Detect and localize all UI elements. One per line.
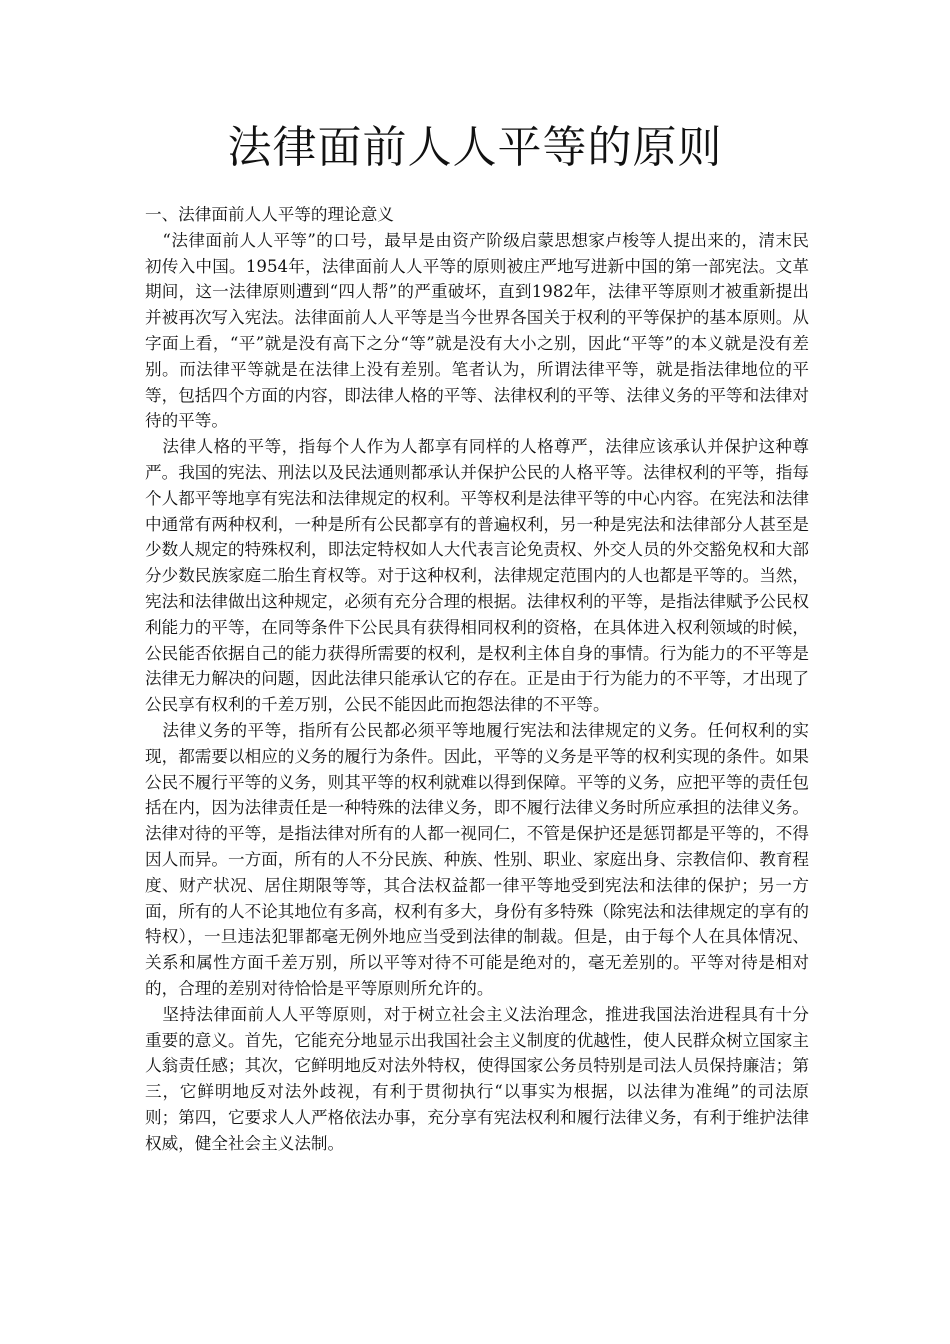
document-body [145,202,809,1156]
document-title: 法律面前人人平等的原则 [227,122,723,173]
paragraph: 法律义务的平等，指所有公民都必须平等地履行宪法和法律规定的义务。任何权利的实现，都需要以相应的义务的履行为条件。因此，平等的义务是平等的权利实现的条件。如果公民不履行平等的义务，则其平等的权利就难以得到保障。平等的义务，应把平等的责任包括在内，因为法律责任是一种特殊的法律义务，即不履行法律义务时所应承担的法律义务。法律对待的平等，是指法律对所有的人都一视同仁，不管是保护还是惩罚都是平等的，不得因人而异。一方面，所有的人不分民族、种族、性别、职业、家庭出身、宗教信仰、教育程度、财产状况、居住期限等等，其合法权益都一律平等地受到宪法和法律的保护；另一方面，所有的人不论其地位有多高，权利有多大，身份有多特殊（除宪法和法律规定的享有的特权），一旦违法犯罪都毫无例外地应当受到法律的制裁。但是，由于每个人在具体情况、关系和属性方面千差万别，所以平等对待不可能是绝对的，毫无差别的。平等对待是相对的，合理的差别对待恰恰是平等原则所允许的。 [145,720,809,998]
section-heading: 一、法律面前人人平等的理论意义 [145,205,394,224]
paragraph: 法律人格的平等，指每个人作为人都享有同样的人格尊严，法律应该承认并保护这种尊严。我国的宪法、刑法以及民法通则都承认并保护公民的人格平等。法律权利的平等，指每个人都平等地享有宪法和法律规定的权利。平等权利是法律平等的中心内容。在宪法和法律中通常有两种权利，一种是所有公民都享有的普遍权利，另一种是宪法和法律部分人甚至是少数人规定的特殊权利，即法定特权如人大代表言论免责权、外交人员的外交豁免权和大部分少数民族家庭二胎生育权等。对于这种权利，法律规定范围内的人也都是平等的。当然，宪法和法律做出这种规定，必须有充分合理的根据。法律权利的平等，是指法律赋予公民权利能力的平等，在同等条件下公民具有获得相同权利的资格，在具体进入权利领域的时候，公民能否依据自己的能力获得所需要的权利，是权利主体自身的事情。行为能力的不平等是法律无力解决的问题，因此法律只能承认它的存在。正是由于行为能力的不平等，才出现了公民享有权利的千差万别，公民不能因此而抱怨法律的不平等。 [145,437,809,715]
paragraph: 坚持法律面前人人平等原则，对于树立社会主义法治理念，推进我国法治进程具有十分重要的意义。首先，它能充分地显示出我国社会主义制度的优越性，使人民群众树立国家主人翁责任感；其次，它鲜明地反对法外特权，使得国家公务员特别是司法人员保持廉洁；第三，它鲜明地反对法外歧视，有利于贯彻执行“以事实为根据，以法律为准绳”的司法原则；第四，它要求人人严格依法办事，充分享有宪法权利和履行法律义务，有利于维护法律权威，健全社会主义法制。 [145,1004,809,1153]
paragraph: “法律面前人人平等”的口号，最早是由资产阶级启蒙思想家卢梭等人提出来的，清末民初传入中国。1954年，法律面前人人平等的原则被庄严地写进新中国的第一部宪法。文革期间，这一法律原则遭到“四人帮”的严重破坏，直到1982年，法律平等原则才被重新提出并被再次写入宪法。法律面前人人平等是当今世界各国关于权利的平等保护的基本原则。从字面上看，“平”就是没有高下之分“等”就是没有大小之别，因此“平等”的本义就是没有差别。而法律平等就是在法律上没有差别。笔者认为，所谓法律平等，就是指法律地位的平等，包括四个方面的内容，即法律人格的平等、法律权利的平等、法律义务的平等和法律对待的平等。 [145,230,809,431]
